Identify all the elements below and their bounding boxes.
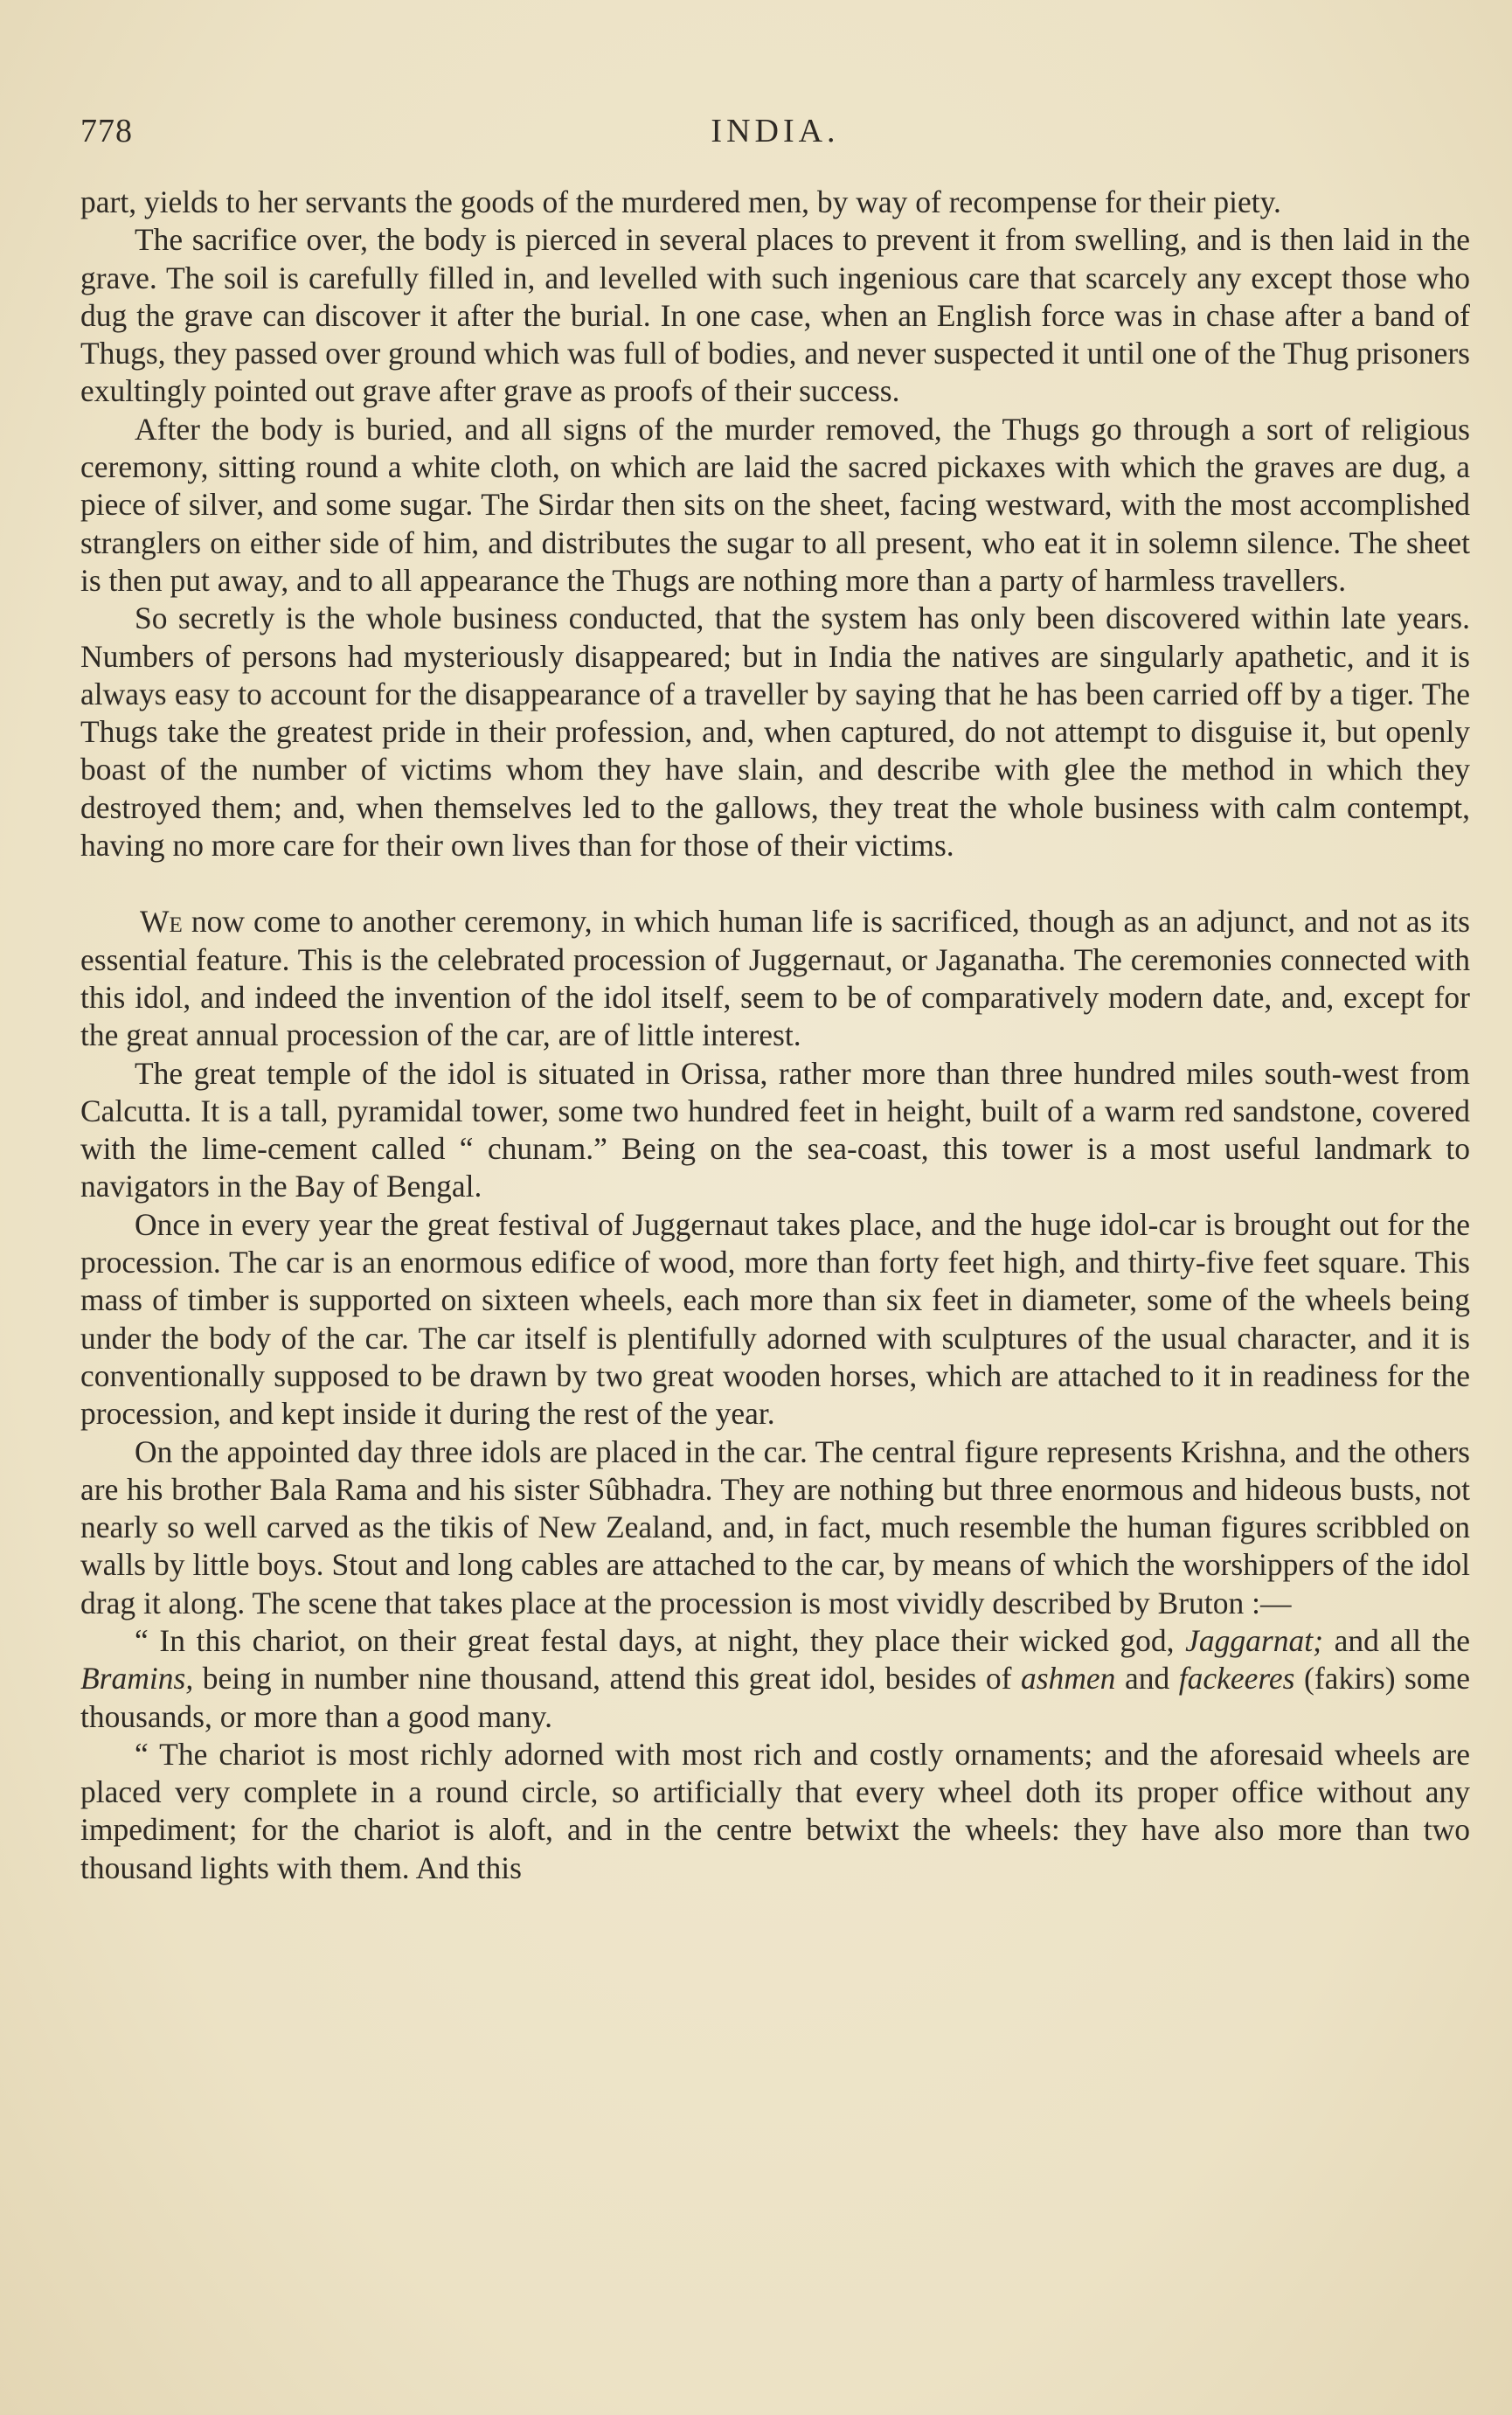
quote-text: “ In this chariot, on their great festal days, at night, they place their wicked god, [135, 1622, 1186, 1658]
paragraph: After the body is buried, and all signs of the murder removed, the Thugs go through a sort of religious ceremony, sitting round a white cloth, on which are laid the sacred pickaxes with which the graves are dug, a piece of silver, and some sugar. The Sirdar then sits on the sheet, facing westward, with the most accomplished stranglers on either side of him, and distributes the sugar to all present, who eat it in solemn silence. The sheet is then put away, and to all appearance the Thugs are nothing more than a party of harmless travellers. [80, 411, 1470, 598]
quote-text: (fakirs) some thousands, or more than a good many. [80, 1661, 1470, 1734]
lead-word: We [140, 904, 183, 940]
paragraph: part, yields to her servants the goods of the murdered men, by way of recompense for their piety. [80, 184, 1281, 219]
paragraph: So secretly is the whole business conducted, that the system has only been discovered within late years. Numbers of persons had mysteriously disappeared; but in India the natives are singularly apathetic, and it is always easy to account for the disappearance of a traveller by saying that he has been carried off by a tiger. The Thugs take the greatest pride in their profession, and, when captured, do not attempt to disguise it, but openly boast of the number of victims whom they have slain, and describe with glee the method in which they destroyed them; and, when themselves led to the gallows, they treat the whole business with calm contempt, having no more care for their own lives than for those of their victims. [80, 600, 1470, 864]
italic-term: ashmen [1020, 1661, 1116, 1697]
italic-term: fackeeres [1178, 1661, 1295, 1697]
quote-text: and all the [1322, 1622, 1471, 1658]
section-opening-paragraph [80, 903, 1470, 1054]
quote-text: being in number nine thousand, attend this great idol, besides of [193, 1661, 1021, 1697]
paragraph-text: now come to another ceremony, in which human life is sacrificed, though as an adjunct, and not as its essential feature. This is the celebrated procession of Juggernaut, or Jaganatha. The ceremonies connected with this idol, and indeed the invention of the idol itself, seem to be of comparatively modern date, and, except for the great annual procession of the car, are of little interest. [80, 904, 1470, 1053]
page-number: 778 [80, 113, 133, 149]
body-text [80, 184, 1470, 1887]
italic-term: Jaggarnat; [1185, 1622, 1323, 1658]
quotation-paragraph: “ The chariot is most richly adorned with most rich and costly ornaments; and the aforesaid wheels are placed very complete in a round circle, so artificially that every wheel doth its proper office without any impediment; for the chariot is aloft, and in the centre betwixt the wheels: they have also more than two thousand lights with them. And this [80, 1736, 1470, 1885]
paragraph: The great temple of the idol is situated in Orissa, rather more than three hundred miles south-west from Calcutta. It is a tall, pyramidal tower, some two hundred feet in height, built of a warm red sandstone, covered with the lime-cement called “ chunam.” Being on the sea-coast, this tower is a most useful landmark to navigators in the Bay of Bengal. [80, 1055, 1470, 1204]
quote-text: and [1115, 1661, 1179, 1697]
paragraph: Once in every year the great festival of Juggernaut takes place, and the huge idol-car is brought out for the procession. The car is an enormous edifice of wood, more than forty feet high, and thirty-five feet square. This mass of timber is supported on sixteen wheels, each more than six feet in diameter, some of the wheels being under the body of the car. The car itself is plentifully adorned with sculptures of the usual character, and it is conventionally supposed to be drawn by two great wooden horses, which are attached to it in readiness for the procession, and kept inside it during the rest of the year. [80, 1206, 1470, 1432]
paragraph: The sacrifice over, the body is pierced in several places to prevent it from swelling, and is then laid in the grave. The soil is carefully filled in, and levelled with such ingenious care that scarcely any except those who dug the grave can discover it after the burial. In one case, when an English force was in chase after a band of Thugs, they passed over ground which was full of bodies, and never suspected it until one of the Thug prisoners exultingly pointed out grave after grave as proofs of their success. [80, 222, 1470, 409]
running-head: INDIA. [711, 113, 840, 149]
page-header [80, 112, 1470, 157]
italic-term: Bramins, [80, 1661, 194, 1697]
quotation-paragraph [80, 1622, 1470, 1736]
paragraph: On the appointed day three idols are placed in the car. The central figure represents Krishna, and the others are his brother Bala Rama and his sister Sûbhadra. They are nothing but three enormous and hideous busts, not nearly so well carved as the tikis of New Zealand, and, in fact, much resemble the human figures scribbled on walls by little boys. Stout and long cables are attached to the car, by means of which the worshippers of the idol drag it along. The scene that takes place at the procession is most vividly described by Bruton :— [80, 1433, 1470, 1620]
